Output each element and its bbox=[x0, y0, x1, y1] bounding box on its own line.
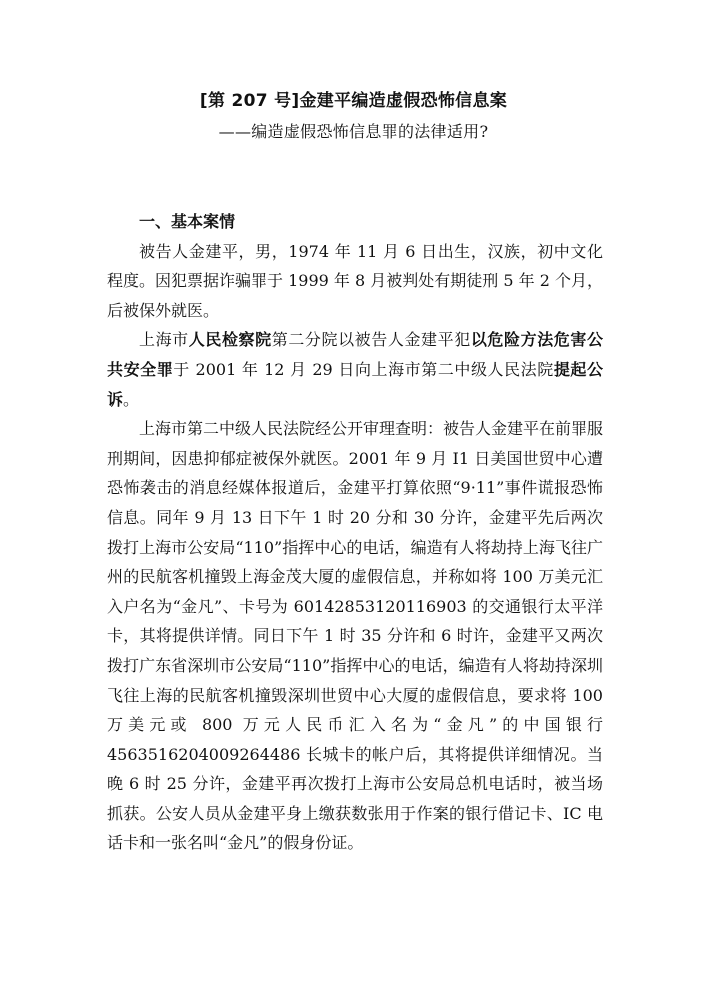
bold-text-procuratorate: 人民检察院 bbox=[188, 330, 272, 350]
bold-text-prosecution: 提起公诉 bbox=[107, 359, 603, 409]
paragraph-defendant-info: 被告人金建平，男，1974 年 11 月 6 日出生，汉族，初中文化程度。因犯票据诈骗罪于 1999 年 8 月被判处有期徒刑 5 年 2 个月，后被保外就医。 bbox=[107, 241, 603, 320]
document-body bbox=[107, 207, 603, 858]
paragraph-prosecution bbox=[107, 325, 603, 414]
document-title: [第 207 号]金建平编造虚假恐怖信息案 bbox=[199, 91, 508, 111]
text-run: 上海市 bbox=[139, 330, 189, 350]
text-run: 。 bbox=[123, 389, 140, 409]
section-heading: 一、基本案情 bbox=[139, 212, 236, 231]
bold-text-charge: 以危险方法危害公共安全罪 bbox=[107, 330, 603, 379]
paragraph-facts: 上海市第二中级人民法院经公开审理查明：被告人金建平在前罪服刑期间，因患抑郁症被保外就医。2001 年 9 月 I1 日美国世贸中心遭恐怖袭击的消息经媒体报道后，金建平打算依照“9·11”事件谎报恐怖信息。同年 9 月 13 日下午 1 时 20 分和 30 分许，金建平先后两次拨打上海市公安局“110”指挥中心的电话，编造有人将劫持上海飞往广州的民航客机撞毁上海金茂大厦的虚假信息，并称如将 100 万美元汇入户名为“金凡”、卡号为 60142853120116903 的交通银行太平洋卡，其将提供详情。同日下午 1 时 35 分许和 6 时许，金建平又两次拨打广东省深圳市公安局“110”指挥中心的电话，编造有人将劫持深圳飞往上海的民航客机撞毁深圳世贸中心大厦的虚假信息，要求将 100 万美元或 800 万元人民币汇入名为“金凡”的中国银行 4563516204009264486 长城卡的帐户后，其将提供详细情况。当晚 6 时 25 分许，金建平再次拨打上海市公安局总机电话时，被当场抓获。公安人员从金建平身上缴获数张用于作案的银行借记卡、IC 电话卡和一张名叫“金凡”的假身份证。 bbox=[107, 419, 604, 853]
document-subtitle: ——编造虚假恐怖信息罪的法律适用? bbox=[218, 122, 489, 141]
text-run: 第二分院以被告人金建平犯 bbox=[271, 330, 471, 350]
text-run: 于 2001 年 12 月 29 日向上海市第二中级人民法院 bbox=[173, 359, 554, 379]
